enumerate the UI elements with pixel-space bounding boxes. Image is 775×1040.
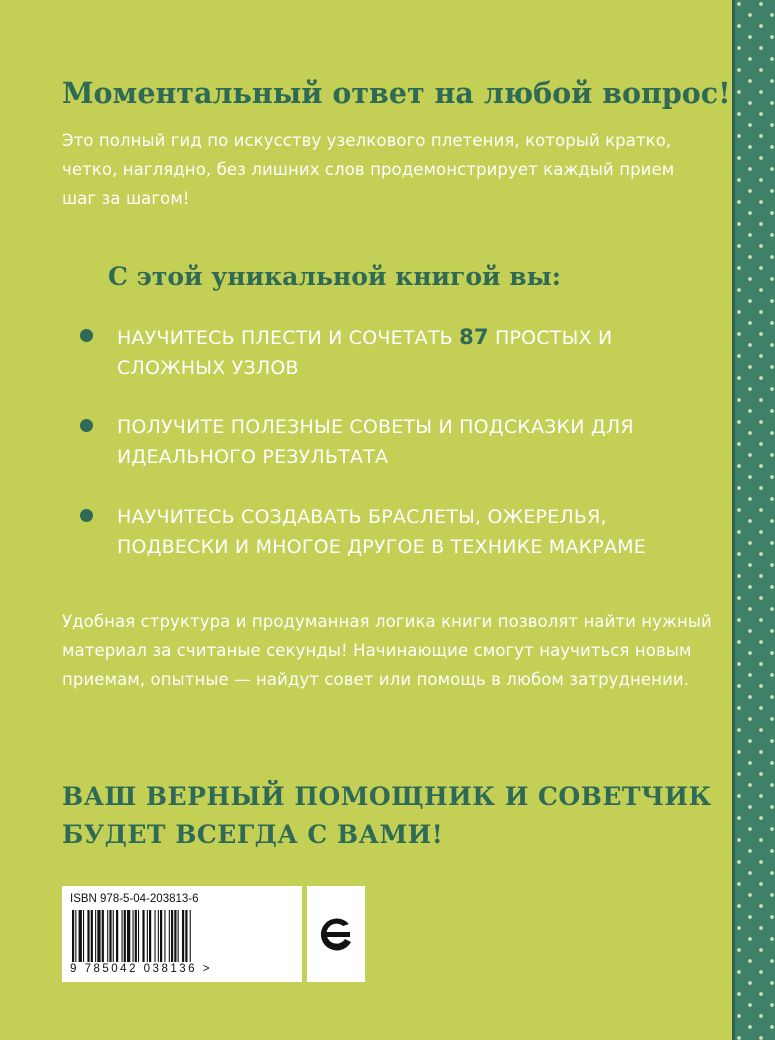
benefit-text [117, 322, 717, 383]
benefit-text: НАУЧИТЕСЬ СОЗДАВАТЬ БРАСЛЕТЫ, ОЖЕРЕЛЬЯ, ПОДВЕСКИ И МНОГОЕ ДРУГОЕ В ТЕХНИКЕ МАКРАМЕ [117, 506, 646, 558]
isbn-barcode [62, 886, 302, 982]
barcode-bar [185, 910, 187, 962]
barcode-bar [169, 910, 170, 962]
slogan-line: ВАШ ВЕРНЫЙ ПОМОЩНИК И СОВЕТЧИК [62, 782, 712, 811]
publisher-logo [307, 886, 365, 982]
barcode-bar [160, 910, 162, 962]
publisher-logo-icon [307, 886, 365, 982]
barcode-bar [133, 910, 134, 962]
bullet-icon [80, 419, 93, 432]
barcode-bar [171, 910, 173, 962]
barcode-bar [79, 910, 82, 962]
barcode-bar [124, 910, 126, 962]
polka-dot-spine [735, 0, 775, 1040]
barcode-bar [95, 910, 96, 962]
barcode-bars [70, 910, 270, 962]
benefits-heading: С этой уникальной книгой вы: [108, 262, 561, 291]
barcode-bar [109, 910, 111, 962]
benefit-number: 87 [459, 325, 489, 349]
barcode-bar [149, 910, 151, 962]
barcode-bar [75, 910, 76, 962]
slogan [62, 778, 722, 854]
barcode-bar [113, 910, 114, 962]
back-cover-content [62, 0, 731, 1040]
benefit-text: ПОЛУЧИТЕ ПОЛЕЗНЫЕ СОВЕТЫ И ПОДСКАЗКИ ДЛЯ ИДЕАЛЬНОГО РЕЗУЛЬТАТА [117, 416, 634, 468]
bullet-icon [80, 509, 93, 522]
barcode-bar [127, 910, 130, 962]
intro-paragraph: Это полный гид по искусству узелкового плетения, который кратко, четко, наглядно, без лишних слов продемонстрирует каждый прием шаг за шагом! [62, 131, 675, 208]
barcode-bar [107, 910, 108, 962]
description-paragraph: Удобная структура и продуманная логика книги позволят найти нужный материал за считаные секунды! Начинающие смогут научиться новым приемам, опытные — найдут совет или помощь в любом затруднении. [62, 612, 712, 689]
barcode-digits: 9 785042 038136 > [70, 963, 212, 975]
isbn-label: ISBN 978-5-04-203813-6 [70, 893, 199, 905]
benefit-text-part: НАУЧИТЕСЬ ПЛЕСТИ И СОЧЕТАТЬ [117, 327, 460, 349]
barcode-bar [190, 910, 191, 962]
barcode-bar [158, 910, 159, 962]
barcode-bar [155, 910, 156, 962]
barcode-bar [135, 910, 137, 962]
barcode-bar [174, 910, 176, 962]
benefit-text-part: ПРОСТЫХ И СЛОЖНЫХ УЗЛОВ [117, 327, 613, 379]
barcode-bar [142, 910, 144, 962]
barcode-bar [178, 910, 179, 962]
barcode-bar [182, 910, 184, 962]
headline: Моментальный ответ на любой вопрос! [62, 76, 731, 110]
barcode-bar [116, 910, 118, 962]
barcode-bar [122, 910, 123, 962]
barcode-bar [72, 910, 74, 962]
barcode-bar [97, 910, 100, 962]
bullet-icon [80, 329, 93, 342]
barcode-bar [83, 910, 84, 962]
barcode-bar [138, 910, 139, 962]
barcode-bar [102, 910, 104, 962]
barcode-bar [164, 910, 165, 962]
barcode-bar [87, 910, 89, 962]
barcode-bar [91, 910, 93, 962]
slogan-line: БУДЕТ ВСЕГДА С ВАМИ! [62, 820, 444, 849]
barcode-bar [147, 910, 148, 962]
